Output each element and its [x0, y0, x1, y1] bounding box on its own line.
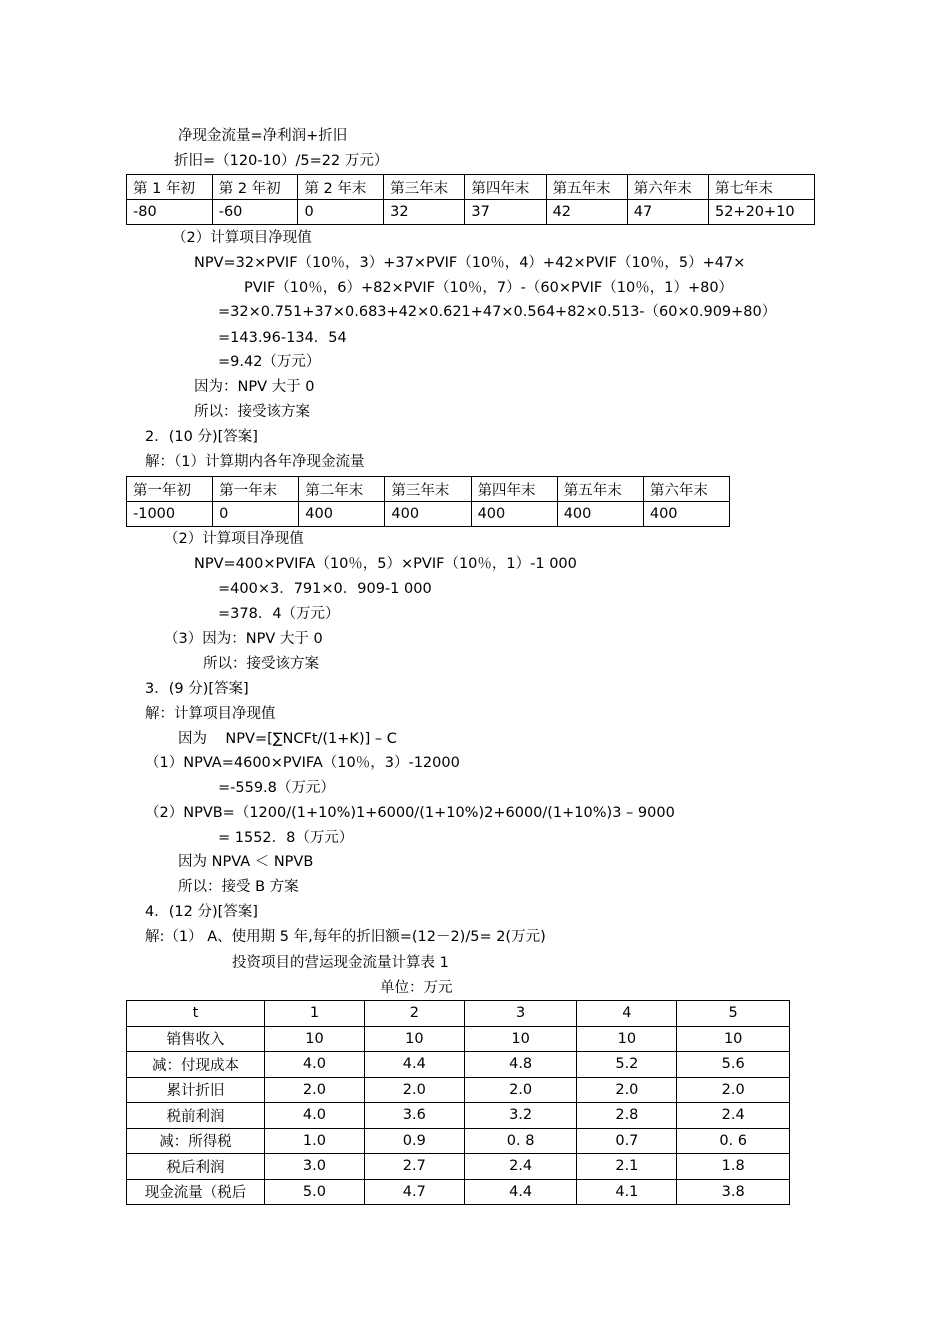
- table-row: [127, 477, 730, 502]
- cash-flow-formula: 净现金流量=净利润+折旧: [178, 128, 348, 144]
- table-cell: 2.4: [677, 1103, 790, 1129]
- table-cell: 32: [384, 200, 465, 225]
- depreciation-formula: 折旧=（120-10）/5=22 万元）: [174, 153, 389, 169]
- table-cell: 4.8: [464, 1052, 577, 1078]
- table-cell: 2.4: [464, 1154, 577, 1180]
- npv-formula: =143.96-134．54: [218, 330, 347, 346]
- table-cell: -1000: [127, 502, 213, 527]
- npv-general-formula: 因为 NPV=[∑NCFt/(1+K)] – C: [178, 731, 397, 747]
- row-label: 现金流量（税后: [127, 1179, 265, 1205]
- table-cell: 5.6: [677, 1052, 790, 1078]
- table-cell: 0. 8: [464, 1128, 577, 1154]
- table-header-cell: 第七年末: [708, 175, 814, 200]
- table-row: [127, 1179, 790, 1205]
- row-label: 减：付现成本: [127, 1052, 265, 1078]
- table-cell: 3.0: [265, 1154, 365, 1180]
- table-cell: 4.4: [364, 1052, 464, 1078]
- table-cell: 5.0: [265, 1179, 365, 1205]
- conclusion-because: 因为 NPVA ＜ NPVB: [178, 854, 314, 870]
- table-cell: 0: [213, 502, 299, 527]
- table-cell: 0.9: [364, 1128, 464, 1154]
- table-header-cell: 3: [464, 1001, 577, 1027]
- table-row: [127, 1052, 790, 1078]
- table-row: [127, 200, 815, 225]
- npvb-result: = 1552．8（万元）: [218, 830, 354, 846]
- table-cell: 2.0: [464, 1077, 577, 1103]
- table-header-cell: 1: [265, 1001, 365, 1027]
- table-cell: 42: [546, 200, 627, 225]
- table-header-cell: 2: [364, 1001, 464, 1027]
- conclusion-therefore: 所以：接受该方案: [203, 656, 319, 672]
- table-cell: 37: [465, 200, 546, 225]
- table-cell: 1.8: [677, 1154, 790, 1180]
- table-cell: 0: [298, 200, 384, 225]
- table-header-cell: 第四年末: [465, 175, 546, 200]
- table-unit: 单位：万元: [380, 980, 453, 996]
- question-heading: 2．(10 分)[答案]: [145, 429, 258, 445]
- table-cell: 10: [677, 1026, 790, 1052]
- cash-flow-table-2: [126, 476, 730, 527]
- table-row: [127, 1077, 790, 1103]
- table-cell: 10: [464, 1026, 577, 1052]
- solution-intro: 解：（1）计算期内各年净现金流量: [145, 454, 365, 470]
- table-header-cell: 第五年末: [557, 477, 643, 502]
- table-header-cell: 第一年初: [127, 477, 213, 502]
- table-header-cell: 第 2 年末: [298, 175, 384, 200]
- table-cell: 400: [471, 502, 557, 527]
- row-label: 税前利润: [127, 1103, 265, 1129]
- table-cell: 0. 6: [677, 1128, 790, 1154]
- table-cell: 4.4: [464, 1179, 577, 1205]
- conclusion-therefore: 所以：接受 B 方案: [178, 879, 299, 895]
- table-cell: 1.0: [265, 1128, 365, 1154]
- solution-intro: 解:（1） A、使用期 5 年,每年的折旧额=(12－2)/5= 2(万元): [145, 929, 546, 945]
- row-label: 销售收入: [127, 1026, 265, 1052]
- table-cell: 400: [557, 502, 643, 527]
- table-cell: 2.8: [577, 1103, 677, 1129]
- table-header-cell: 第五年末: [546, 175, 627, 200]
- table-cell: 2.7: [364, 1154, 464, 1180]
- table-row: [127, 1001, 790, 1027]
- table-cell: 4.1: [577, 1179, 677, 1205]
- table-cell: -80: [127, 200, 213, 225]
- table-cell: 10: [265, 1026, 365, 1052]
- table-cell: 4.0: [265, 1103, 365, 1129]
- table-cell: 47: [627, 200, 708, 225]
- row-label: 税后利润: [127, 1154, 265, 1180]
- npv-formula: PVIF（10％，6）+82×PVIF（10％，7）-（60×PVIF（10％，1）+80）: [244, 280, 734, 296]
- table-cell: 0.7: [577, 1128, 677, 1154]
- table-cell: 10: [364, 1026, 464, 1052]
- table-cell: 5.2: [577, 1052, 677, 1078]
- table-header-cell: t: [127, 1001, 265, 1027]
- conclusion-therefore: 所以：接受该方案: [194, 404, 310, 420]
- conclusion-because: 因为：NPV 大于 0: [194, 379, 315, 395]
- table-cell: -60: [212, 200, 298, 225]
- npva-result: =-559.8（万元）: [218, 780, 335, 796]
- table-header-cell: 5: [677, 1001, 790, 1027]
- table-cell: 2.0: [265, 1077, 365, 1103]
- table-cell: 52+20+10: [708, 200, 814, 225]
- table-header-cell: 第六年末: [643, 477, 729, 502]
- table-header-cell: 第二年末: [299, 477, 385, 502]
- question-heading: 3．(9 分)[答案]: [145, 681, 249, 697]
- table-cell: 400: [299, 502, 385, 527]
- table-header-cell: 第 2 年初: [212, 175, 298, 200]
- table-cell: 2.0: [364, 1077, 464, 1103]
- table-cell: 4.7: [364, 1179, 464, 1205]
- table-header-cell: 第三年末: [384, 175, 465, 200]
- conclusion-because: （3）因为：NPV 大于 0: [164, 631, 323, 647]
- npv-result: =378．4（万元）: [218, 606, 340, 622]
- table-header-cell: 第三年末: [385, 477, 471, 502]
- npv-formula: =32×0.751+37×0.683+42×0.621+47×0.564+82×0.513-（60×0.909+80）: [218, 304, 777, 320]
- table-header-cell: 第六年末: [627, 175, 708, 200]
- table-row: [127, 175, 815, 200]
- npv-formula: NPV=400×PVIFA（10％，5）×PVIF（10％，1）-1 000: [194, 556, 577, 572]
- table-row: [127, 1154, 790, 1180]
- table-header-cell: 4: [577, 1001, 677, 1027]
- step-title: （2）计算项目净现值: [172, 230, 312, 246]
- operating-cash-flow-table: [126, 1000, 790, 1205]
- row-label: 累计折旧: [127, 1077, 265, 1103]
- table-row: [127, 1026, 790, 1052]
- row-label: 减：所得税: [127, 1128, 265, 1154]
- table-cell: 4.0: [265, 1052, 365, 1078]
- table-cell: 3.8: [677, 1179, 790, 1205]
- npva-formula: （1）NPVA=4600×PVIFA（10％，3）-12000: [145, 755, 460, 771]
- table-cell: 400: [643, 502, 729, 527]
- table-cell: 2.1: [577, 1154, 677, 1180]
- npvb-formula: （2）NPVB=（1200/(1+10%)1+6000/(1+10%)2+6000/(1+10%)3 – 9000: [145, 805, 675, 821]
- table-cell: 3.6: [364, 1103, 464, 1129]
- table-header-cell: 第四年末: [471, 477, 557, 502]
- step-title: （2）计算项目净现值: [164, 531, 304, 547]
- table-cell: 2.0: [677, 1077, 790, 1103]
- table-header-cell: 第 1 年初: [127, 175, 213, 200]
- table-row: [127, 1103, 790, 1129]
- npv-result: =9.42（万元）: [218, 354, 321, 370]
- solution-intro: 解：计算项目净现值: [145, 706, 276, 722]
- table-title: 投资项目的营运现金流量计算表 1: [232, 955, 449, 971]
- table-row: [127, 502, 730, 527]
- npv-formula: =400×3．791×0．909-1 000: [218, 581, 432, 597]
- table-cell: 3.2: [464, 1103, 577, 1129]
- npv-formula: NPV=32×PVIF（10％，3）+37×PVIF（10％，4）+42×PVIF（10％，5）+47×: [194, 255, 746, 271]
- table-cell: 10: [577, 1026, 677, 1052]
- table-header-cell: 第一年末: [213, 477, 299, 502]
- table-cell: 400: [385, 502, 471, 527]
- table-row: [127, 1128, 790, 1154]
- question-heading: 4．(12 分)[答案]: [145, 904, 258, 920]
- cash-flow-table-1: [126, 174, 815, 225]
- table-cell: 2.0: [577, 1077, 677, 1103]
